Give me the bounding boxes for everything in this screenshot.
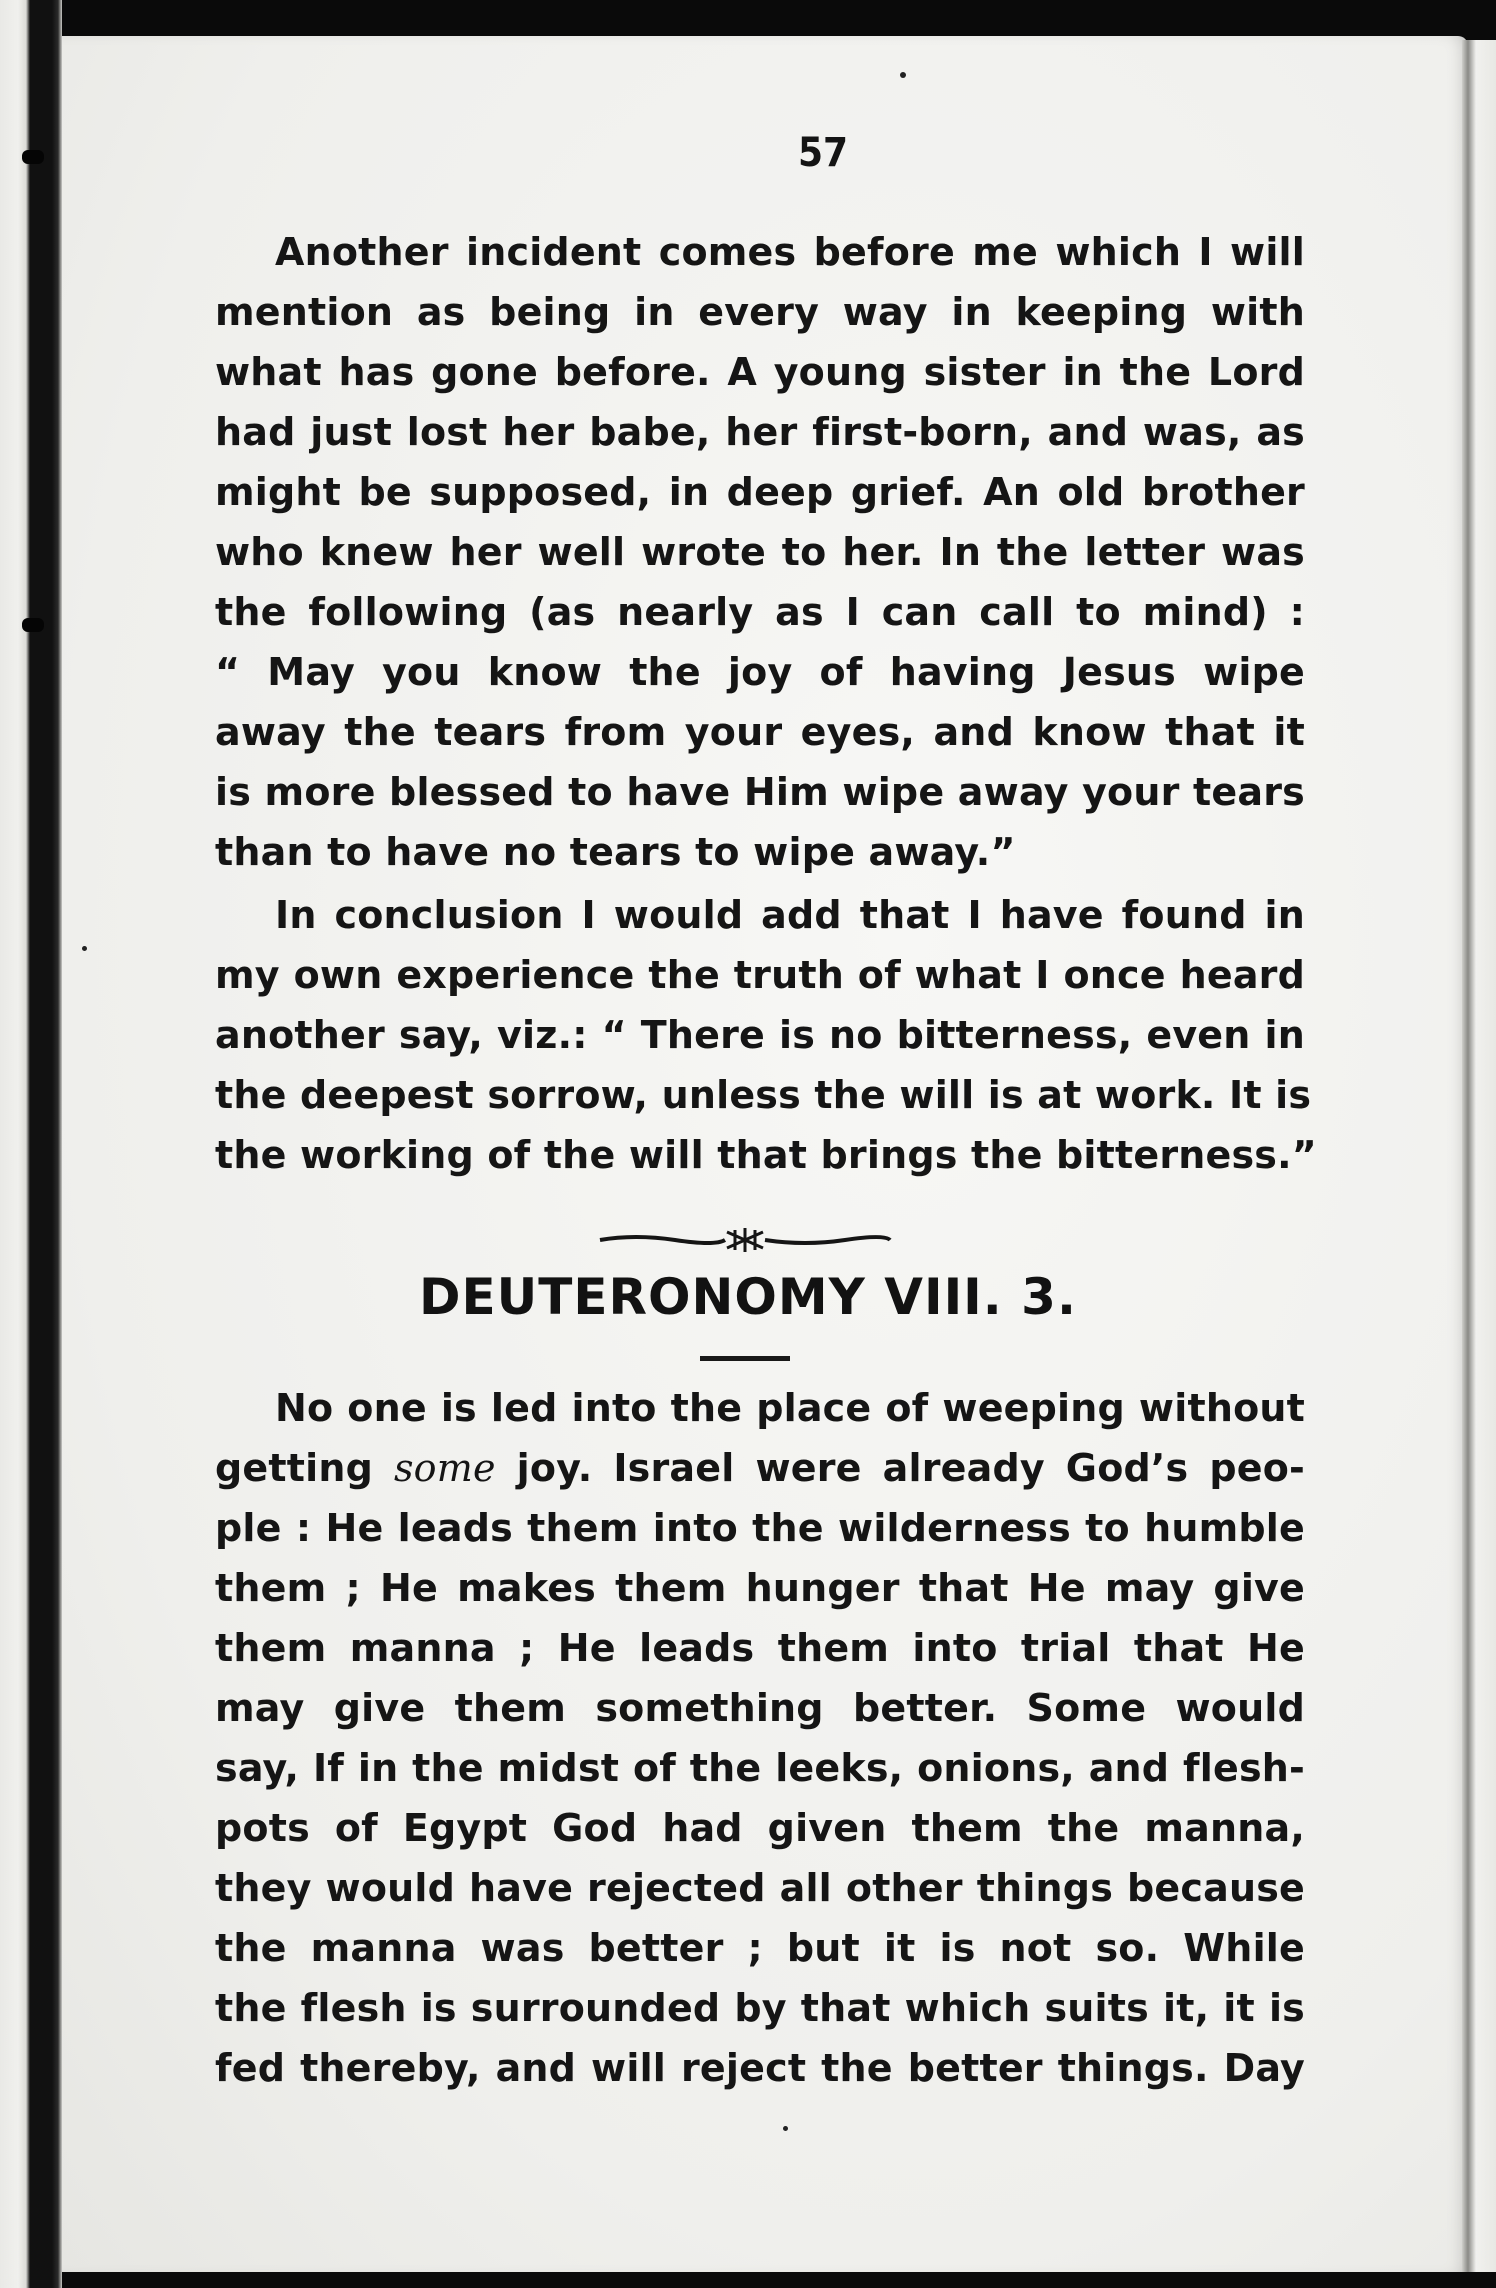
paragraph-deuteronomy [215,1378,1305,2098]
text-run: the flesh is surrounded by that which suits it, it is [215,1986,1305,2030]
binding-mark [22,150,44,164]
ornamental-divider [595,1220,895,1260]
text-line [215,2038,1305,2098]
text-line [215,1738,1305,1798]
paragraph-incident [215,222,1305,882]
text-line: the working of the will that brings the bitterness.” [215,1133,1317,1177]
text-line [215,1558,1305,1618]
text-line: who knew her well wrote to her. In the letter was [215,530,1305,574]
text-line: Another incident comes before me which I will [275,230,1305,274]
text-line: is more blessed to have Him wipe away your tears [215,770,1305,814]
text-run: fed thereby, and will reject the better things. Day [215,2046,1305,2090]
scan-bottom-border [0,2272,1496,2288]
scan-top-border [0,0,1496,40]
text-line: away the tears from your eyes, and know that it [215,710,1305,754]
text-line: the following (as nearly as I can call to mind) : [215,590,1305,634]
text-run: them ; He makes them hunger that He may give [215,1566,1305,1610]
text-line [215,1678,1305,1738]
text-line: another say, viz.: “ There is no bitterness, even in [215,1013,1305,1057]
text-line [215,1618,1305,1678]
scan-speck [900,72,906,78]
text-run: pots of Egypt God had given them the manna, [215,1806,1305,1850]
book-binding-edge [0,0,62,2288]
paragraph-conclusion [215,885,1317,1185]
binding-mark [22,618,44,632]
text-line: mention as being in every way in keeping with [215,290,1305,334]
text-run: joy. Israel were already God’s peo- [495,1446,1306,1490]
text-line: had just lost her babe, her first-born, and was, as [215,410,1305,454]
text-line [215,1978,1305,2038]
text-run: ple : He leads them into the wilderness to humble [215,1506,1305,1550]
text-line: what has gone before. A young sister in the Lord [215,350,1305,394]
section-heading: DEUTERONOMY VIII. 3. [419,1268,1077,1326]
text-line [215,1798,1305,1858]
text-line: than to have no tears to wipe away.” [215,830,1016,874]
page-number: 57 [797,130,849,176]
text-line [215,1498,1305,1558]
text-line: might be supposed, in deep grief. An old brother [215,470,1305,514]
text-line: my own experience the truth of what I once heard [215,953,1305,997]
scan-speck [82,946,87,951]
text-line: In conclusion I would add that I have found in [275,893,1305,937]
text-run: getting [215,1446,394,1490]
text-line: the deepest sorrow, unless the will is at work. It is [215,1073,1312,1117]
heading-underline [700,1356,790,1361]
text-line: “ May you know the joy of having Jesus wipe [215,650,1305,694]
text-run: may give them something better. Some would [215,1686,1305,1730]
text-run: them manna ; He leads them into trial that He [215,1626,1305,1670]
page-right-edge [1462,40,1496,2280]
scan-speck [783,2126,788,2131]
text-run: they would have rejected all other things because [215,1866,1305,1910]
text-line [215,1438,1305,1498]
text-line [215,1918,1305,1978]
text-line [215,1378,1305,1438]
text-line [215,1858,1305,1918]
text-run: the manna was better ; but it is not so. While [215,1926,1305,1970]
text-run: say, If in the midst of the leeks, onions, and flesh- [215,1746,1305,1790]
text-run: No one is led into the place of weeping without [275,1386,1305,1430]
italic-emphasis: some [393,1446,496,1490]
